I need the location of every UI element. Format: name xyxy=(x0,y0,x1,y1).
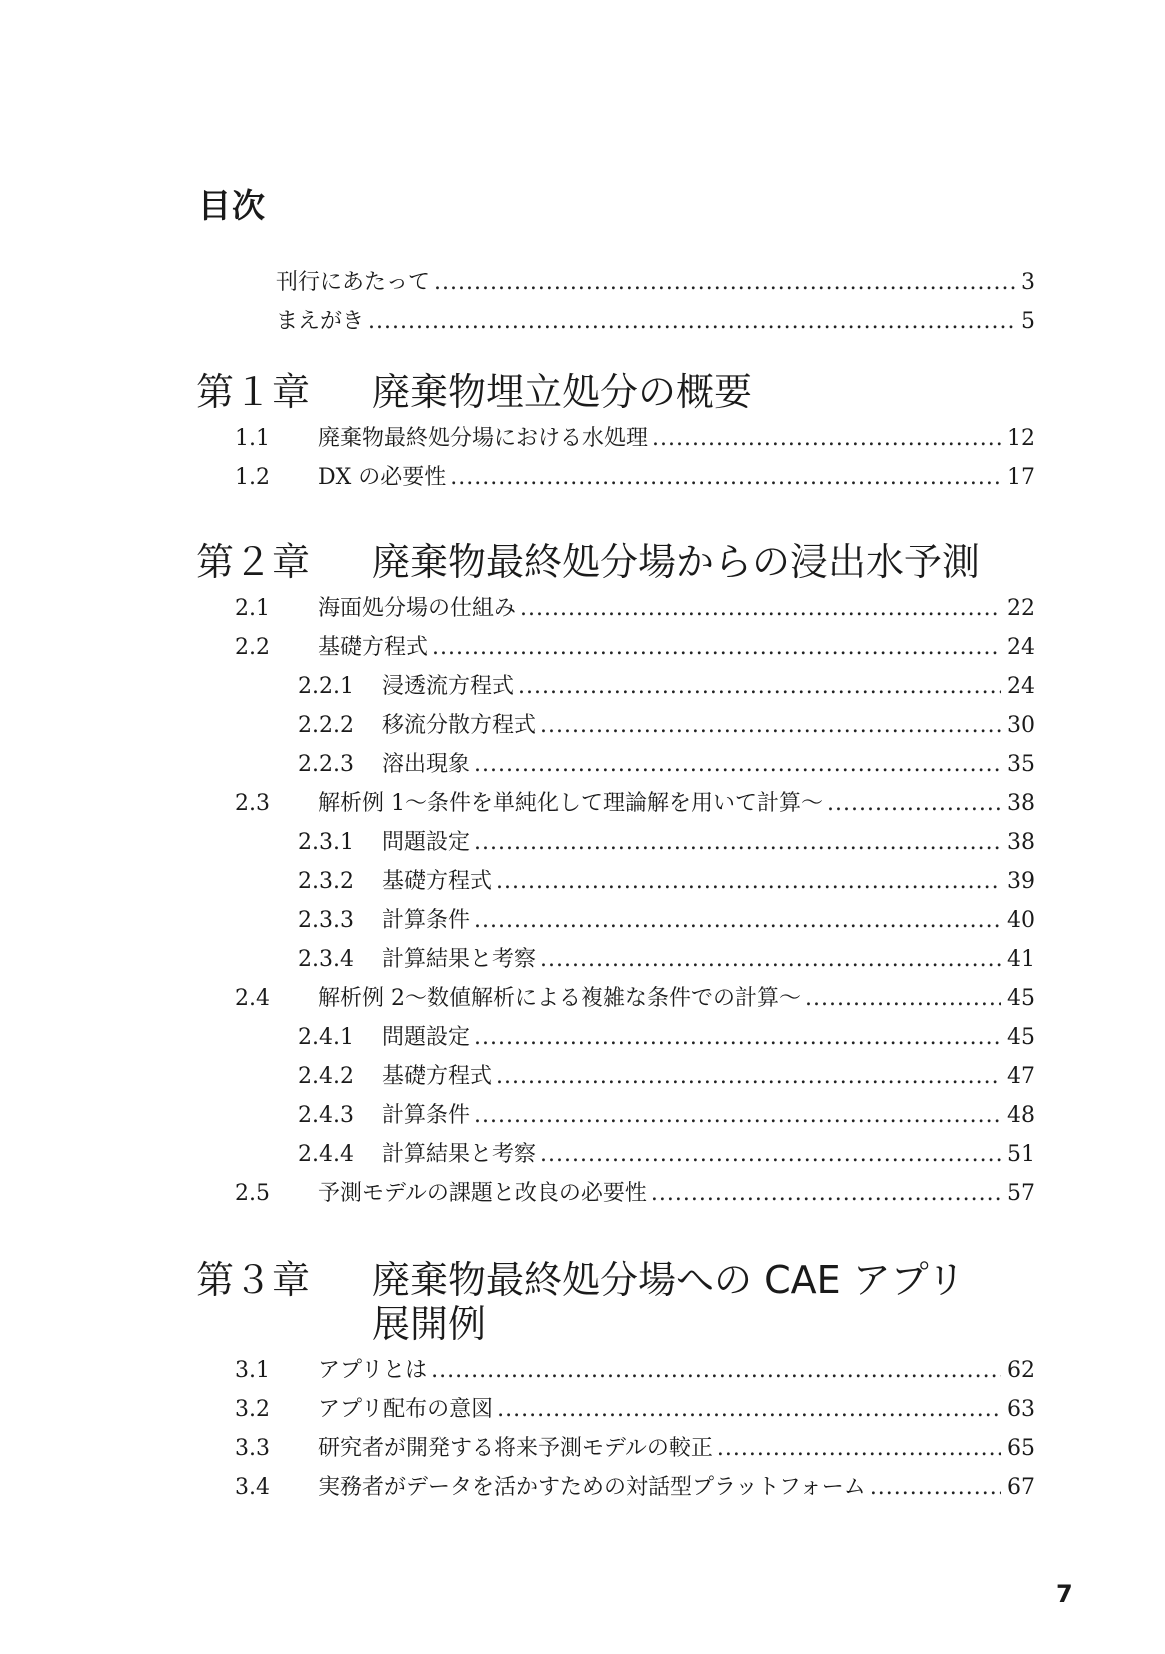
toc-entry-number: 2.2 xyxy=(235,635,270,660)
toc-entry-label: アプリとは xyxy=(318,1356,431,1386)
toc-entry-label: まえがき xyxy=(276,307,368,337)
dot-leader xyxy=(805,984,1001,1014)
toc-entry[interactable] xyxy=(0,867,1165,906)
chapter-number: 第２章 xyxy=(196,540,311,584)
toc-entry-number: 2.3.4 xyxy=(298,947,354,972)
toc-entry-number: 3.3 xyxy=(235,1436,270,1461)
toc-entry-number: 2.1 xyxy=(235,596,270,621)
toc-entry-page: 57 xyxy=(1007,1181,1035,1206)
toc-entry[interactable] xyxy=(0,268,1165,307)
toc-entry-page: 17 xyxy=(1007,465,1035,490)
toc-entry-number: 3.1 xyxy=(235,1358,270,1383)
toc-entry-number: 2.3 xyxy=(235,791,270,816)
dot-leader xyxy=(518,672,1001,702)
toc-entry-label: アプリ配布の意図 xyxy=(318,1395,497,1425)
toc-entry-page: 38 xyxy=(1007,830,1035,855)
dot-leader xyxy=(474,1101,1001,1131)
toc-entry-number: 2.4.1 xyxy=(298,1025,354,1050)
toc-entry-label: 実務者がデータを活かすための対話型プラットフォーム xyxy=(318,1473,870,1503)
toc-entry[interactable] xyxy=(0,633,1165,672)
chapter-number: 第１章 xyxy=(196,370,311,414)
toc-entry[interactable] xyxy=(0,424,1165,463)
page-title: 目次 xyxy=(198,186,266,225)
toc-entry[interactable] xyxy=(0,1356,1165,1395)
dot-leader xyxy=(651,1179,1001,1209)
toc-entry[interactable] xyxy=(0,1395,1165,1434)
toc-entry-page: 47 xyxy=(1007,1064,1035,1089)
toc-entry-page: 3 xyxy=(1021,270,1035,295)
dot-leader xyxy=(474,1023,1001,1053)
toc-entry-page: 35 xyxy=(1007,752,1035,777)
toc-entry-label: 刊行にあたって xyxy=(276,268,434,298)
toc-entry-page: 12 xyxy=(1007,426,1035,451)
toc-entry-label: 研究者が開発する将来予測モデルの較正 xyxy=(318,1434,717,1464)
toc-entry-page: 22 xyxy=(1007,596,1035,621)
dot-leader xyxy=(432,633,1001,663)
dot-leader xyxy=(474,750,1001,780)
toc-entry-label: 溶出現象 xyxy=(382,750,474,780)
chapter-heading[interactable] xyxy=(0,370,1165,424)
toc-entry-label: 解析例 2～数値解析による複雑な条件での計算～ xyxy=(318,984,805,1014)
dot-leader xyxy=(652,424,1001,454)
chapter-3 xyxy=(0,1258,1165,1512)
dot-leader xyxy=(450,463,1001,493)
toc-entry-page: 63 xyxy=(1007,1397,1035,1422)
toc-entry-number: 2.3.2 xyxy=(298,869,354,894)
toc-entry-page: 62 xyxy=(1007,1358,1035,1383)
page-number: 7 xyxy=(1056,1580,1073,1608)
toc-entry-number: 2.4 xyxy=(235,986,270,1011)
chapter-1 xyxy=(0,370,1165,502)
chapter-heading[interactable] xyxy=(0,1258,1165,1356)
dot-leader xyxy=(520,594,1001,624)
chapter-title: 廃棄物最終処分場への CAE アプリ展開例 xyxy=(372,1258,966,1346)
chapter-number: 第３章 xyxy=(196,1258,311,1302)
toc-entry-label: 計算結果と考察 xyxy=(382,1140,540,1170)
front-matter xyxy=(0,268,1165,346)
chapter-2 xyxy=(0,540,1165,1218)
toc-entry-number: 2.4.2 xyxy=(298,1064,354,1089)
dot-leader xyxy=(540,1140,1001,1170)
toc-entry[interactable] xyxy=(0,750,1165,789)
toc-entry[interactable] xyxy=(0,1140,1165,1179)
toc-entry-label: 基礎方程式 xyxy=(318,633,432,663)
dot-leader xyxy=(496,867,1001,897)
toc-entry-number: 3.2 xyxy=(235,1397,270,1422)
toc-entry-label: 海面処分場の仕組み xyxy=(318,594,520,624)
toc-entry-label: 移流分散方程式 xyxy=(382,711,540,741)
toc-entry-label: 問題設定 xyxy=(382,828,474,858)
dot-leader xyxy=(717,1434,1001,1464)
dot-leader xyxy=(474,906,1001,936)
toc-entry[interactable] xyxy=(0,1023,1165,1062)
toc-entry-page: 39 xyxy=(1007,869,1035,894)
toc-entry-label: 基礎方程式 xyxy=(382,867,496,897)
toc-entry-number: 2.4.4 xyxy=(298,1142,354,1167)
toc-entry-label: 計算条件 xyxy=(382,1101,474,1131)
toc-entry-number: 2.2.2 xyxy=(298,713,354,738)
dot-leader xyxy=(431,1356,1001,1386)
toc-entry-page: 24 xyxy=(1007,635,1035,660)
chapter-heading[interactable] xyxy=(0,540,1165,594)
toc-entry[interactable] xyxy=(0,1473,1165,1512)
toc-entry-label: 浸透流方程式 xyxy=(382,672,518,702)
toc-entry[interactable] xyxy=(0,828,1165,867)
toc-entry-page: 51 xyxy=(1007,1142,1035,1167)
dot-leader xyxy=(540,945,1001,975)
dot-leader xyxy=(434,268,1015,298)
toc-entry-number: 2.5 xyxy=(235,1181,270,1206)
toc-entry-number: 2.3.1 xyxy=(298,830,354,855)
toc-entry-page: 24 xyxy=(1007,674,1035,699)
chapter-title: 廃棄物埋立処分の概要 xyxy=(372,370,753,414)
toc-entry-page: 67 xyxy=(1007,1475,1035,1500)
toc-entry-page: 45 xyxy=(1007,1025,1035,1050)
toc-entry-label: DX の必要性 xyxy=(318,463,450,493)
dot-leader xyxy=(827,789,1001,819)
toc-entry-label: 予測モデルの課題と改良の必要性 xyxy=(318,1179,651,1209)
dot-leader xyxy=(497,1395,1001,1425)
chapter-title: 廃棄物最終処分場からの浸出水予測 xyxy=(372,540,981,584)
toc-entry-page: 48 xyxy=(1007,1103,1035,1128)
toc-entry-label: 計算結果と考察 xyxy=(382,945,540,975)
toc-entry-number: 1.2 xyxy=(235,465,270,490)
toc-entry[interactable] xyxy=(0,984,1165,1023)
toc-entry-page: 5 xyxy=(1021,309,1035,334)
toc-entry[interactable] xyxy=(0,906,1165,945)
dot-leader xyxy=(870,1473,1001,1503)
toc-entry-label: 解析例 1～条件を単純化して理論解を用いて計算～ xyxy=(318,789,827,819)
toc-entry[interactable] xyxy=(0,789,1165,828)
toc-entry[interactable] xyxy=(0,1179,1165,1218)
toc-entry[interactable] xyxy=(0,1434,1165,1473)
dot-leader xyxy=(540,711,1001,741)
toc-entry-page: 38 xyxy=(1007,791,1035,816)
dot-leader xyxy=(368,307,1015,337)
toc-entry[interactable] xyxy=(0,463,1165,502)
toc-entry-page: 40 xyxy=(1007,908,1035,933)
toc-entry[interactable] xyxy=(0,307,1165,346)
toc-entry-number: 2.2.3 xyxy=(298,752,354,777)
toc-entry-number: 2.4.3 xyxy=(298,1103,354,1128)
toc-entry-number: 2.3.3 xyxy=(298,908,354,933)
toc-entry-number: 1.1 xyxy=(235,426,270,451)
toc-entry-page: 45 xyxy=(1007,986,1035,1011)
dot-leader xyxy=(474,828,1001,858)
toc-entry[interactable] xyxy=(0,945,1165,984)
toc-entry[interactable] xyxy=(0,594,1165,633)
toc-entry-label: 基礎方程式 xyxy=(382,1062,496,1092)
toc-entry-number: 2.2.1 xyxy=(298,674,354,699)
toc-entry[interactable] xyxy=(0,672,1165,711)
toc-entry-number: 3.4 xyxy=(235,1475,270,1500)
dot-leader xyxy=(496,1062,1001,1092)
toc-entry-page: 65 xyxy=(1007,1436,1035,1461)
toc-entry-page: 30 xyxy=(1007,713,1035,738)
toc-entry-label: 廃棄物最終処分場における水処理 xyxy=(318,424,652,454)
toc-entry[interactable] xyxy=(0,1101,1165,1140)
toc-entry-page: 41 xyxy=(1007,947,1035,972)
toc-entry[interactable] xyxy=(0,1062,1165,1101)
toc-entry-label: 計算条件 xyxy=(382,906,474,936)
toc-entry-label: 問題設定 xyxy=(382,1023,474,1053)
toc-entry[interactable] xyxy=(0,711,1165,750)
